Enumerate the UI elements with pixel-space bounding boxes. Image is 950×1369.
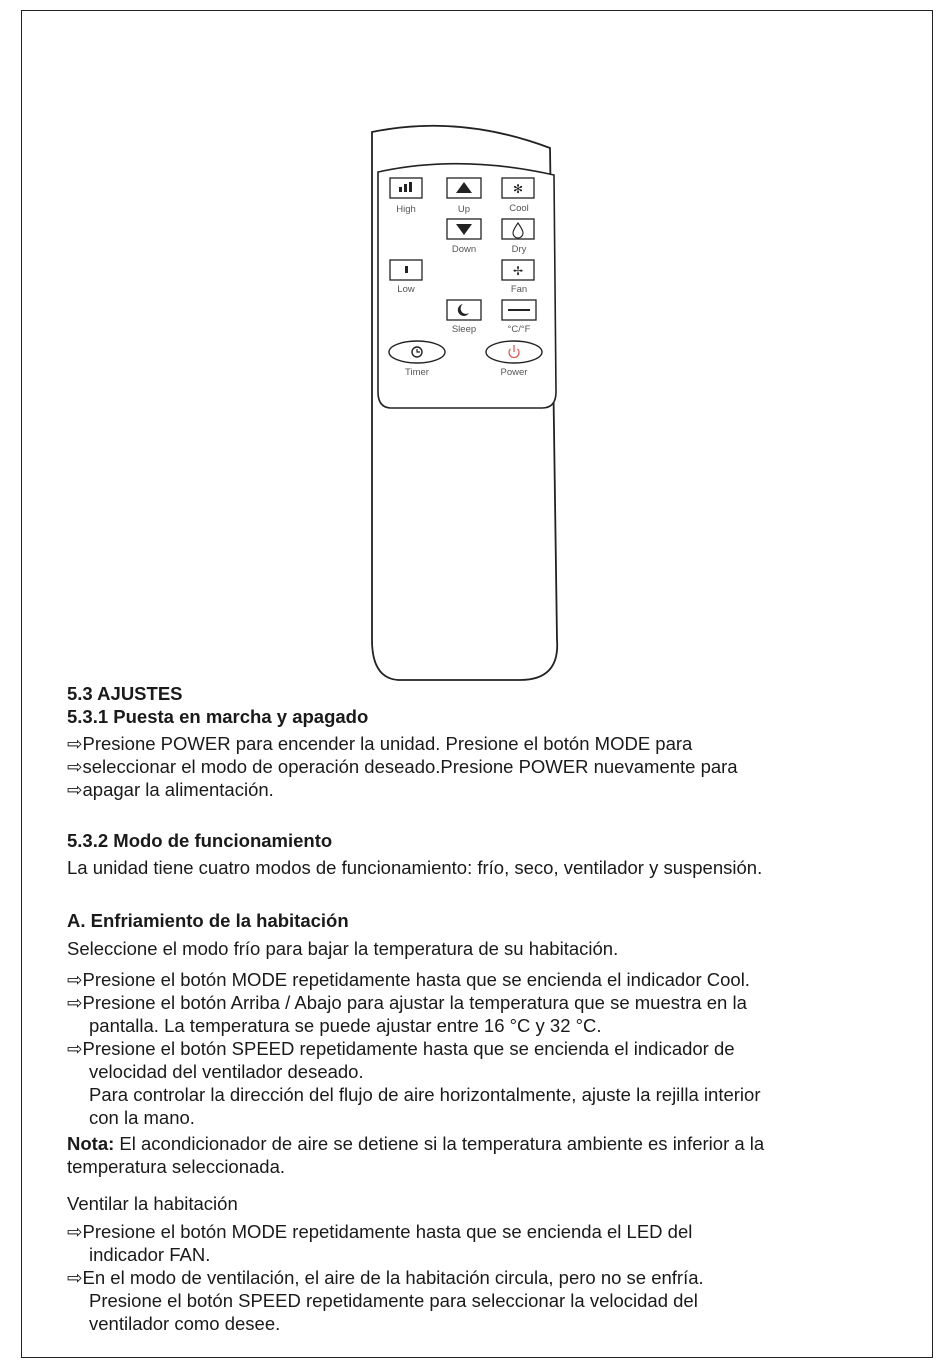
list-item-continued: pantalla. La temperatura se puede ajustar entre 16 °C y 32 °C. — [89, 1015, 602, 1036]
note-label: Nota: — [67, 1133, 115, 1154]
power-label: Power — [500, 367, 528, 378]
list-item: ⇨Presione el botón MODE repetidamente hasta que se encienda el indicador Cool. — [67, 969, 750, 990]
sleep-button[interactable] — [447, 300, 481, 335]
note-continued: temperatura seleccionada. — [67, 1156, 286, 1177]
arrow-icon: ⇨ — [67, 992, 83, 1013]
section-title: 5.3 AJUSTES — [67, 683, 183, 704]
down-label: Down — [451, 244, 477, 255]
list-item: ⇨Presione el botón SPEED repetidamente hasta que se encienda el indicador de — [67, 1038, 735, 1059]
snowflake-icon: ✻ — [512, 182, 524, 196]
high-label: High — [396, 204, 416, 215]
arrow-icon: ⇨ — [67, 779, 83, 800]
list-item: ⇨seleccionar el modo de operación deseado.Presione POWER nuevamente para — [67, 756, 738, 777]
arrow-icon: ⇨ — [67, 756, 83, 777]
fan-icon: ✢ — [512, 264, 524, 278]
list-item: ⇨Presione el botón Arriba / Abajo para ajustar la temperatura que se muestra en la — [67, 992, 747, 1013]
list-item-continued: con la mano. — [89, 1107, 195, 1128]
arrow-icon: ⇨ — [67, 1038, 83, 1059]
sleep-label: Sleep — [451, 324, 477, 335]
down-button[interactable] — [447, 219, 481, 255]
subsection-531-title: 5.3.1 Puesta en marcha y apagado — [67, 706, 369, 727]
fan-label: Fan — [510, 284, 528, 295]
timer-label: Timer — [405, 367, 429, 378]
list-item-continued: Presione el botón SPEED repetidamente para seleccionar la velocidad del — [89, 1290, 698, 1311]
list-item-continued: Para controlar la dirección del flujo de aire horizontalmente, ajuste la rejilla interior — [89, 1084, 761, 1105]
low-label: Low — [397, 284, 415, 295]
list-item: ⇨apagar la alimentación. — [67, 779, 274, 800]
arrow-icon: ⇨ — [67, 733, 83, 754]
cool-label: Cool — [509, 203, 529, 214]
arrow-icon: ⇨ — [67, 969, 83, 990]
list-item-continued: ventilador como desee. — [89, 1313, 281, 1334]
up-label: Up — [457, 204, 471, 215]
note: Nota: El acondicionador de aire se detiene si la temperatura ambiente es inferior a la — [67, 1133, 765, 1154]
subsection-532-title: 5.3.2 Modo de funcionamiento — [67, 830, 333, 851]
modes-description: La unidad tiene cuatro modos de funcionamiento: frío, seco, ventilador y suspensión. — [67, 857, 763, 878]
list-item: ⇨Presione el botón MODE repetidamente hasta que se encienda el LED del — [67, 1221, 693, 1242]
list-item: ⇨Presione POWER para encender la unidad. Presione el botón MODE para — [67, 733, 693, 754]
cooling-title: A. Enfriamiento de la habitación — [67, 910, 349, 931]
ventilation-title: Ventilar la habitación — [67, 1193, 238, 1214]
bar-icon — [405, 266, 408, 273]
unit-label: °C/°F — [507, 324, 531, 335]
list-item-continued: velocidad del ventilador deseado. — [89, 1061, 364, 1082]
arrow-icon: ⇨ — [67, 1221, 83, 1242]
arrow-icon: ⇨ — [67, 1267, 83, 1288]
remote-control-illustration — [360, 120, 560, 685]
list-item: ⇨En el modo de ventilación, el aire de la habitación circula, pero no se enfría. — [67, 1267, 704, 1288]
cooling-intro: Seleccione el modo frío para bajar la temperatura de su habitación. — [67, 938, 619, 959]
list-item-continued: indicador FAN. — [89, 1244, 211, 1265]
dry-label: Dry — [511, 244, 527, 255]
